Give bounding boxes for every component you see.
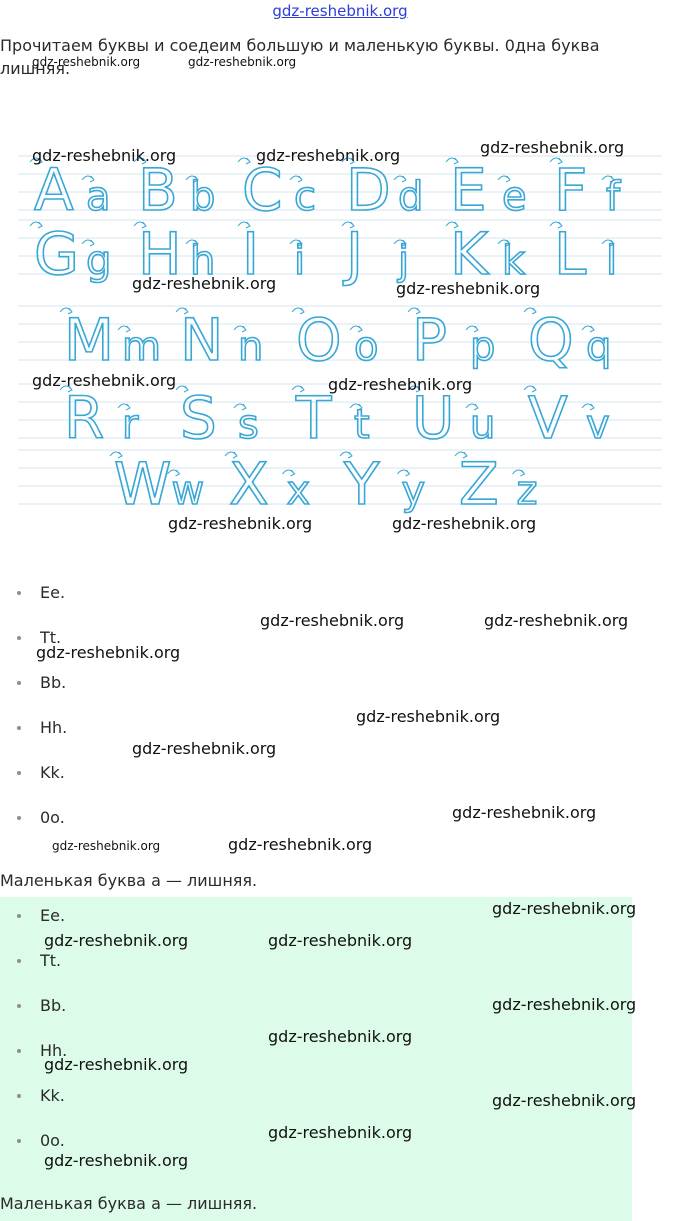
small-letter: z <box>516 468 538 514</box>
watermark: gdz-reshebnik.org <box>268 1027 413 1046</box>
capital-letter: G <box>34 220 79 288</box>
small-letter: n <box>238 324 264 370</box>
watermark: gdz-reshebnik.org <box>268 931 413 950</box>
capital-letter: V <box>528 384 568 452</box>
capital-letter: Y <box>344 450 380 518</box>
capital-letter: D <box>346 156 391 224</box>
small-letter: p <box>470 324 496 370</box>
capital-letter: C <box>242 156 283 224</box>
watermark: gdz-reshebnik.org <box>44 931 189 950</box>
capital-letter: A <box>34 156 74 224</box>
list-item: Ee. <box>40 905 67 950</box>
list-item: Tt. <box>40 950 67 995</box>
list-item: Hh. <box>40 1040 67 1085</box>
task-text: Прочитаем буквы и соедеим большую и маленькую буквы. 0дна буква лишняя. <box>0 36 600 78</box>
watermark: gdz-reshebnik.org <box>188 55 297 69</box>
capital-letter: X <box>229 450 269 518</box>
list-item: 0o. <box>40 807 67 852</box>
watermark: gdz-reshebnik.org <box>32 371 177 390</box>
conclusion-text: Маленькая буква а — лишняя. <box>0 1194 258 1213</box>
small-letter: j <box>398 238 410 284</box>
small-letter: u <box>470 402 496 448</box>
list-item: Bb. <box>40 672 67 717</box>
list-item: Ee. <box>40 582 67 627</box>
capital-letter: I <box>242 220 260 288</box>
list-item: Tt. <box>40 627 67 672</box>
small-letter: t <box>354 402 370 448</box>
small-letter: q <box>586 324 612 370</box>
capital-letter: N <box>180 306 224 374</box>
alphabet-svg <box>18 118 662 548</box>
site-link[interactable]: gdz-reshebnik.org <box>272 2 408 20</box>
watermark: gdz-reshebnik.org <box>268 1123 413 1142</box>
capital-letter: S <box>180 384 217 452</box>
watermark: gdz-reshebnik.org <box>132 274 277 293</box>
small-letter: x <box>286 468 311 514</box>
capital-letter: R <box>64 384 105 452</box>
small-letter: b <box>190 174 216 220</box>
capital-letter: E <box>450 156 487 224</box>
capital-letter: Q <box>528 306 574 374</box>
watermark: gdz-reshebnik.org <box>480 138 625 157</box>
capital-letter: O <box>296 306 342 374</box>
watermark: gdz-reshebnik.org <box>168 514 313 533</box>
watermark: gdz-reshebnik.org <box>492 995 637 1014</box>
small-letter: i <box>294 238 306 284</box>
small-letter: d <box>398 174 424 220</box>
small-letter: y <box>401 468 426 514</box>
watermark: gdz-reshebnik.org <box>492 899 637 918</box>
answer-list-1 <box>0 582 67 852</box>
capital-letter: F <box>554 156 588 224</box>
alphabet-picture <box>18 118 662 548</box>
capital-letter: Z <box>459 450 499 518</box>
small-letter: k <box>502 238 526 284</box>
watermark: gdz-reshebnik.org <box>484 611 629 630</box>
watermark: gdz-reshebnik.org <box>396 279 541 298</box>
conclusion-text: Маленькая буква а — лишняя. <box>0 871 258 890</box>
capital-letter: B <box>138 156 178 224</box>
watermark: gdz-reshebnik.org <box>132 739 277 758</box>
watermark: gdz-reshebnik.org <box>256 146 401 165</box>
capital-letter: K <box>450 220 489 288</box>
small-letter: g <box>86 238 112 284</box>
capital-letter: M <box>64 306 115 374</box>
capital-letter: W <box>114 450 172 518</box>
small-letter: v <box>586 402 610 448</box>
small-letter: r <box>122 402 139 448</box>
list-item: Hh. <box>40 717 67 762</box>
small-letter: s <box>238 402 259 448</box>
watermark: gdz-reshebnik.org <box>32 146 177 165</box>
small-letter: e <box>502 174 527 220</box>
small-letter: l <box>606 238 618 284</box>
small-letter: m <box>122 324 161 370</box>
capital-letter: J <box>346 220 364 288</box>
capital-letter: U <box>412 384 455 452</box>
watermark: gdz-reshebnik.org <box>260 611 405 630</box>
list-item: 0o. <box>40 1130 67 1175</box>
small-letter: c <box>294 174 316 220</box>
list-item: Kk. <box>40 1085 67 1130</box>
capital-letter: H <box>138 220 182 288</box>
watermark: gdz-reshebnik.org <box>356 707 501 726</box>
capital-letter: P <box>412 306 447 374</box>
watermark: gdz-reshebnik.org <box>44 1055 189 1074</box>
capital-letter: T <box>296 384 332 452</box>
watermark: gdz-reshebnik.org <box>32 55 141 69</box>
list-item: Kk. <box>40 762 67 807</box>
watermark: gdz-reshebnik.org <box>52 839 161 853</box>
small-letter: o <box>354 324 379 370</box>
small-letter: a <box>86 174 111 220</box>
watermark: gdz-reshebnik.org <box>452 803 597 822</box>
small-letter: h <box>190 238 216 284</box>
watermark: gdz-reshebnik.org <box>44 1151 189 1170</box>
capital-letter: L <box>554 220 587 288</box>
small-letter: f <box>606 174 621 220</box>
watermark: gdz-reshebnik.org <box>328 375 473 394</box>
watermark: gdz-reshebnik.org <box>228 835 373 854</box>
watermark: gdz-reshebnik.org <box>392 514 537 533</box>
watermark: gdz-reshebnik.org <box>36 643 181 662</box>
list-item: Bb. <box>40 995 67 1040</box>
small-letter: w <box>171 468 205 514</box>
watermark: gdz-reshebnik.org <box>492 1091 637 1110</box>
